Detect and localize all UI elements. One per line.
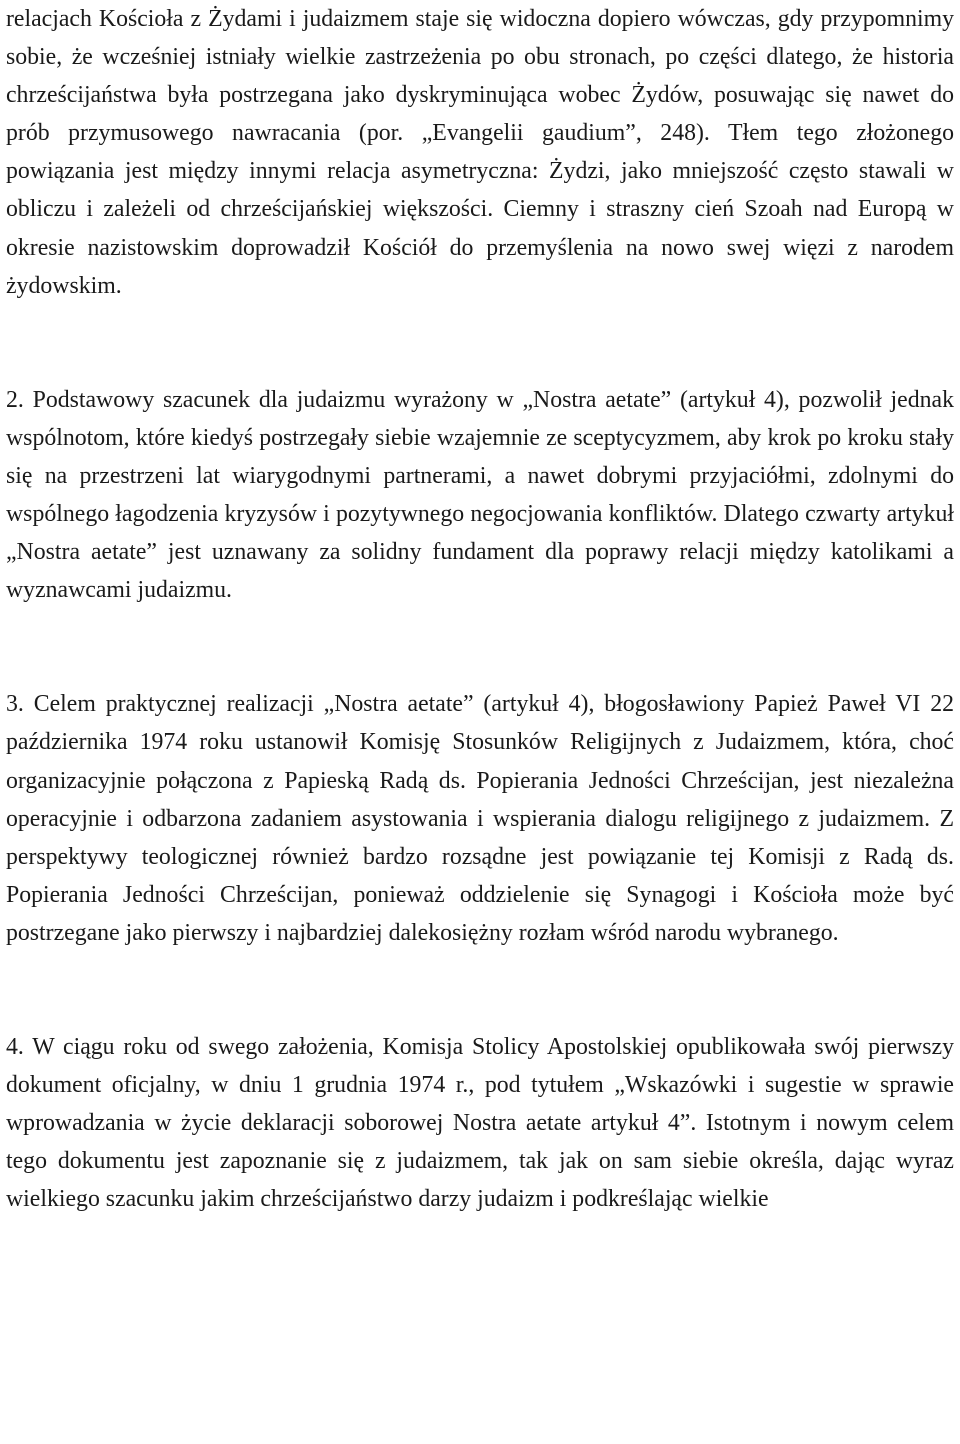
paragraph-4: 4. W ciągu roku od swego założenia, Komisja Stolicy Apostolskiej opublikowała swój pierwszy dokument oficjalny, w dniu 1 grudnia 1974 r., pod tytułem „Wskazówki i sugestie w sprawie wprowadzania w życie deklaracji soborowej Nostra aetate artykuł 4”. Istotnym i nowym celem tego dokumentu jest zapoznanie się z judaizmem, tak jak on sam siebie określa, dając wyraz wielkiego szacunku jakim chrześcijaństwo darzy judaizm i podkreślając wielkie (6, 1033, 954, 1213)
paragraph-spacer (6, 609, 954, 685)
paragraph-1: relacjach Kościoła z Żydami i judaizmem staje się widoczna dopiero wówczas, gdy przypomnimy sobie, że wcześniej istniały wielkie zastrzeżenia po obu stronach, po części dlatego, że historia chrześcijaństwa była postrzegana jako dyskryminująca wobec Żydów, posuwając się nawet do prób przymusowego nawracania (por. „Evangelii gaudium”, 248). Tłem tego złożonego powiązania jest między innymi relacja asymetryczna: Żydzi, jako mniejszość często stawali w obliczu i zależeli od chrześcijańskiej większości. Ciemny i straszny cień Szoah nad Europą w okresie nazistowskim doprowadził Kościół do przemyślenia na nowo swej więzi z narodem żydowskim. (6, 6, 954, 299)
document-page (6, 0, 954, 1218)
paragraph-spacer (6, 305, 954, 381)
paragraph-3: 3. Celem praktycznej realizacji „Nostra aetate” (artykuł 4), błogosławiony Papież Paweł VI 22 października 1974 roku ustanowił Komisję Stosunków Religijnych z Judaizmem, która, choć organizacyjnie połączona z Papieską Radą ds. Popierania Jedności Chrześcijan, jest niezależna operacyjnie i odbarzona zadaniem asystowania i wspierania dialogu religijnego z judaizmem. Z perspektywy teologicznej również bardzo rozsądne jest powiązanie tej Komisji z Radą ds. Popierania Jedności Chrześcijan, ponieważ oddzielenie się Synagogi i Kościoła może być postrzegane jako pierwszy i najbardziej dalekosiężny rozłam wśród narodu wybranego. (6, 691, 954, 946)
paragraph-2: 2. Podstawowy szacunek dla judaizmu wyrażony w „Nostra aetate” (artykuł 4), pozwolił jednak wspólnotom, które kiedyś postrzegały siebie wzajemnie ze sceptycyzmem, aby krok po kroku stały się na przestrzeni lat wiarygodnymi partnerami, a nawet dobrymi przyjaciółmi, zdolnymi do wspólnego łagodzenia kryzysów i pozytywnego negocjowania konfliktów. Dlatego czwarty artykuł „Nostra aetate” jest uznawany za solidny fundament dla poprawy relacji między katolikami a wyznawcami judaizmu. (6, 386, 954, 604)
paragraph-spacer (6, 952, 954, 1028)
